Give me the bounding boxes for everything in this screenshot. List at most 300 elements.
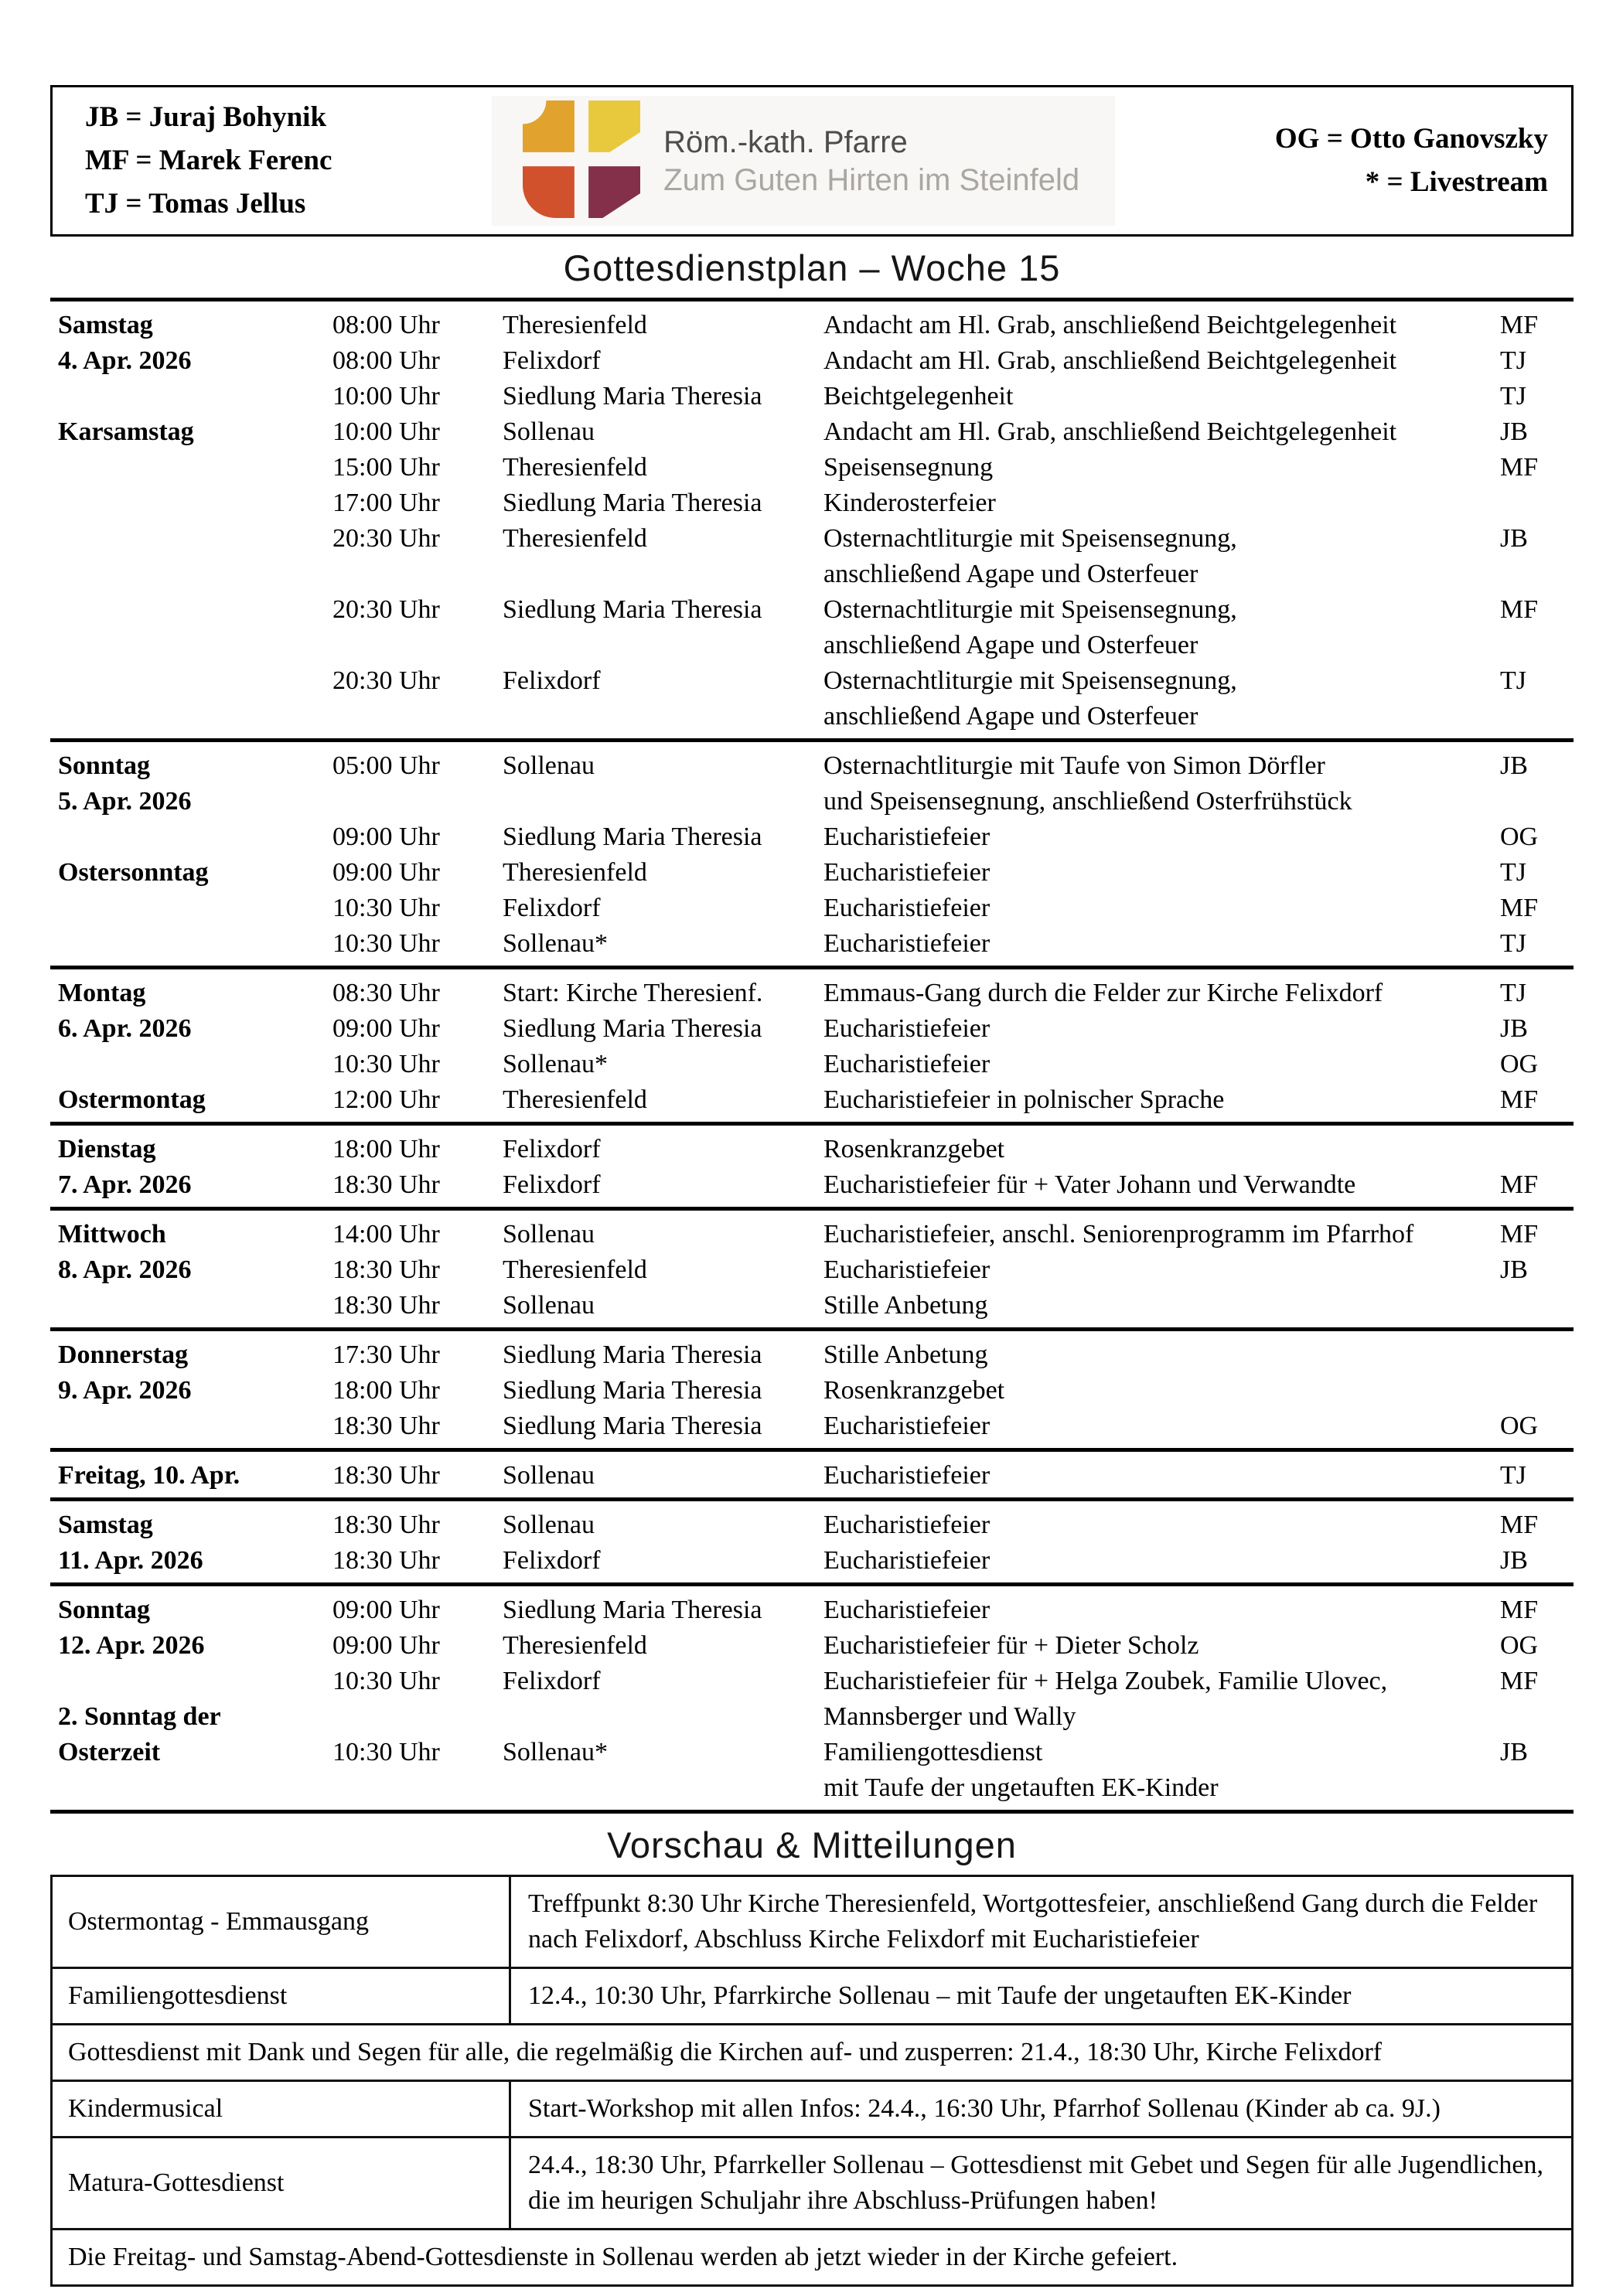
place-cell: Siedlung Maria Theresia — [503, 595, 762, 624]
day-cell — [50, 855, 332, 891]
celebrant-cell: OG — [1500, 1631, 1539, 1660]
day-cell — [50, 1735, 332, 1770]
schedule-row — [50, 521, 1574, 592]
day-cell — [50, 926, 332, 962]
text-line: anschließend Agape und Osterfeuer — [823, 702, 1198, 731]
place-cell: Sollenau — [503, 1511, 595, 1539]
text-line: 6. Apr. 2026 — [58, 1014, 192, 1043]
day-cell — [50, 450, 332, 485]
description-cell — [823, 976, 1500, 1011]
day-cell — [50, 1252, 332, 1288]
place-cell: Felixdorf — [503, 666, 601, 695]
schedule-section — [50, 742, 1574, 966]
day-cell — [50, 1664, 332, 1735]
day-cell — [50, 1288, 332, 1323]
celebrant-cell: MF — [1500, 1667, 1539, 1695]
text-line: 4. Apr. 2026 — [58, 346, 192, 375]
announcement-text: Die Freitag- und Samstag-Abend-Gottesdienste in Sollenau werden ab jetzt wieder in der Kirche gefeiert. — [68, 2243, 1178, 2271]
announcement-text: 24.4., 18:30 Uhr, Pfarrkeller Sollenau – Gottesdienst mit Gebet und Segen für alle Jugendlichen, die im heurigen Schuljahr ihre Abschluss-Prüfungen haben! — [509, 2138, 1571, 2228]
description-cell — [823, 1132, 1500, 1167]
time-cell: 20:30 Uhr — [332, 524, 440, 553]
place-cell: Felixdorf — [503, 894, 601, 922]
text-line: und Speisensegnung, anschließend Osterfrühstück — [823, 787, 1352, 816]
announcement-label: Kindermusical — [68, 2094, 223, 2123]
celebrant-cell: JB — [1500, 1255, 1528, 1284]
day-cell — [50, 414, 332, 450]
celebrant-cell: MF — [1500, 1085, 1539, 1114]
text-line: Eucharistiefeier — [823, 1511, 991, 1539]
schedule-row — [50, 1507, 1574, 1543]
legend-line: * = Livestream — [1365, 166, 1548, 198]
time-cell: 17:30 Uhr — [332, 1340, 440, 1369]
schedule-section — [50, 969, 1574, 1122]
place-cell: Siedlung Maria Theresia — [503, 1014, 762, 1043]
place-cell: Siedlung Maria Theresia — [503, 1376, 762, 1405]
celebrant-cell — [1500, 1337, 1574, 1373]
day-cell — [50, 976, 332, 1011]
announcement-row — [53, 1967, 1571, 2023]
celebrant-cell — [1500, 1132, 1574, 1167]
place-cell: Theresienfeld — [503, 1631, 647, 1660]
text-line: Osterzeit — [58, 1738, 161, 1766]
text-line: 9. Apr. 2026 — [58, 1376, 192, 1405]
text-line: 11. Apr. 2026 — [58, 1546, 203, 1575]
time-cell: 15:00 Uhr — [332, 453, 440, 482]
day-cell — [50, 891, 332, 926]
place-cell: Sollenau* — [503, 1738, 608, 1766]
text-line: Osternachtliturgie mit Taufe von Simon Dörfler — [823, 751, 1325, 780]
celebrant-cell: JB — [1500, 1738, 1528, 1766]
place-cell: Theresienfeld — [503, 1255, 647, 1284]
time-cell: 18:30 Uhr — [332, 1412, 440, 1440]
text-line: Stille Anbetung — [823, 1340, 988, 1369]
time-cell: 14:00 Uhr — [332, 1220, 440, 1248]
schedule-row — [50, 1593, 1574, 1628]
schedule-row — [50, 1132, 1574, 1167]
place-cell: Siedlung Maria Theresia — [503, 1340, 762, 1369]
announcement-row — [53, 2080, 1571, 2136]
celebrant-cell: JB — [1500, 1546, 1528, 1575]
text-line: Kinderosterfeier — [823, 489, 996, 517]
place-cell: Theresienfeld — [503, 453, 647, 482]
description-cell — [823, 521, 1500, 592]
text-line — [58, 592, 332, 628]
place-cell: Theresienfeld — [503, 311, 647, 339]
celebrant-cell — [1500, 1373, 1574, 1409]
schedule-section — [50, 1211, 1574, 1327]
place-cell: Siedlung Maria Theresia — [503, 1596, 762, 1624]
announcement-text: Start-Workshop mit allen Infos: 24.4., 16:30 Uhr, Pfarrhof Sollenau (Kinder ab ca. 9J.) — [509, 2082, 1571, 2136]
section-divider — [50, 1810, 1574, 1814]
time-cell: 18:00 Uhr — [332, 1135, 440, 1163]
place-cell: Felixdorf — [503, 346, 601, 375]
text-line — [58, 1288, 332, 1323]
time-cell: 10:30 Uhr — [332, 1738, 440, 1766]
announcement-row — [53, 2228, 1571, 2284]
time-cell: 18:30 Uhr — [332, 1511, 440, 1539]
celebrant-cell: JB — [1500, 751, 1528, 780]
time-cell: 18:30 Uhr — [332, 1546, 440, 1575]
header-box — [50, 85, 1574, 237]
schedule-table — [50, 298, 1574, 1814]
text-line — [58, 379, 332, 414]
announcement-text: Gottesdienst mit Dank und Segen für alle, die regelmäßig die Kirchen auf- und zusperren: 21.4., 18:30 Uhr, Kirche Felixdorf — [68, 2038, 1383, 2066]
time-cell: 18:00 Uhr — [332, 1376, 440, 1405]
place-cell: Sollenau — [503, 417, 595, 446]
day-cell — [50, 1507, 332, 1543]
description-cell — [823, 1664, 1500, 1735]
celebrant-cell: MF — [1500, 1511, 1539, 1539]
schedule-row — [50, 1373, 1574, 1409]
schedule-row — [50, 1217, 1574, 1252]
schedule-row — [50, 819, 1574, 855]
text-line: Beichtgelegenheit — [823, 382, 1014, 410]
time-cell: 10:00 Uhr — [332, 417, 440, 446]
time-cell: 08:00 Uhr — [332, 346, 440, 375]
description-cell — [823, 308, 1500, 343]
description-cell — [823, 1082, 1500, 1118]
schedule-row — [50, 1735, 1574, 1806]
schedule-row — [50, 343, 1574, 379]
schedule-section — [50, 1126, 1574, 1207]
schedule-row — [50, 1082, 1574, 1118]
text-line — [58, 1409, 332, 1444]
text-line: Donnerstag — [58, 1340, 189, 1369]
text-line: Andacht am Hl. Grab, anschließend Beichtgelegenheit — [823, 311, 1397, 339]
schedule-row — [50, 1664, 1574, 1735]
schedule-section — [50, 301, 1574, 738]
schedule-row — [50, 485, 1574, 521]
description-cell — [823, 1011, 1500, 1047]
announcement-text: 12.4., 10:30 Uhr, Pfarrkirche Sollenau – mit Taufe der ungetauften EK-Kinder — [509, 1969, 1571, 2023]
legend-line: MF = Marek Ferenc — [85, 145, 332, 176]
text-line — [58, 926, 332, 962]
text-line: Eucharistiefeier — [823, 929, 991, 958]
legend-line: OG = Otto Ganovszky — [1274, 123, 1548, 155]
celebrant-cell: JB — [1500, 1014, 1528, 1043]
day-cell — [50, 1628, 332, 1664]
description-cell — [823, 592, 1500, 663]
schedule-row — [50, 748, 1574, 819]
day-cell — [50, 1543, 332, 1579]
text-line: Emmaus-Gang durch die Felder zur Kirche Felixdorf — [823, 979, 1383, 1007]
celebrant-cell — [1500, 485, 1574, 521]
celebrant-cell: MF — [1500, 894, 1539, 922]
text-line: anschließend Agape und Osterfeuer — [823, 631, 1198, 659]
schedule-row — [50, 1458, 1574, 1494]
text-line — [58, 450, 332, 485]
celebrant-cell — [1500, 1288, 1574, 1323]
text-line: Eucharistiefeier — [823, 1014, 991, 1043]
text-line: Sonntag — [58, 1596, 151, 1624]
schedule-row — [50, 450, 1574, 485]
announcement-label: Familiengottesdienst — [68, 1981, 288, 2010]
description-cell — [823, 663, 1500, 734]
description-cell — [823, 855, 1500, 891]
description-cell — [823, 1217, 1500, 1252]
announcement-row — [53, 2136, 1571, 2228]
text-line: Rosenkranzgebet — [823, 1135, 1005, 1163]
time-cell: 10:00 Uhr — [332, 382, 440, 410]
day-cell — [50, 663, 332, 699]
description-cell — [823, 819, 1500, 855]
place-cell: Sollenau — [503, 1220, 595, 1248]
announcement-label: Matura-Gottesdienst — [68, 2168, 285, 2197]
parish-subtitle: Zum Guten Hirten im Steinfeld — [663, 163, 1080, 197]
place-cell: Siedlung Maria Theresia — [503, 1412, 762, 1440]
day-cell — [50, 1082, 332, 1118]
text-line: Osternachtliturgie mit Speisensegnung, — [823, 666, 1237, 695]
celebrant-cell: MF — [1500, 595, 1539, 624]
time-cell: 10:30 Uhr — [332, 894, 440, 922]
text-line: 8. Apr. 2026 — [58, 1255, 192, 1284]
parish-cross-icon — [523, 100, 640, 222]
celebrant-cell: TJ — [1500, 929, 1526, 958]
text-line: Speisensegnung — [823, 453, 994, 482]
text-line: Samstag — [58, 311, 153, 339]
time-cell: 10:30 Uhr — [332, 1667, 440, 1695]
text-line: Andacht am Hl. Grab, anschließend Beichtgelegenheit — [823, 346, 1397, 375]
day-cell — [50, 308, 332, 343]
description-cell — [823, 1373, 1500, 1409]
description-cell — [823, 926, 1500, 962]
time-cell: 12:00 Uhr — [332, 1085, 440, 1114]
schedule-section — [50, 1452, 1574, 1497]
schedule-row — [50, 976, 1574, 1011]
celebrant-legend-left — [53, 96, 332, 226]
celebrant-cell: MF — [1500, 1596, 1539, 1624]
day-cell — [50, 1373, 332, 1409]
schedule-section — [50, 1586, 1574, 1810]
text-line: 7. Apr. 2026 — [58, 1170, 192, 1199]
description-cell — [823, 1628, 1500, 1664]
schedule-row — [50, 308, 1574, 343]
text-line: Sonntag — [58, 751, 151, 780]
celebrant-cell: TJ — [1500, 1461, 1526, 1490]
schedule-row — [50, 1047, 1574, 1082]
text-line: Dienstag — [58, 1135, 156, 1163]
text-line — [58, 1047, 332, 1082]
text-line: Eucharistiefeier — [823, 1255, 991, 1284]
text-line: Osternachtliturgie mit Speisensegnung, — [823, 595, 1237, 624]
celebrant-cell: TJ — [1500, 346, 1526, 375]
time-cell: 20:30 Uhr — [332, 595, 440, 624]
description-cell — [823, 1288, 1500, 1323]
description-cell — [823, 1409, 1500, 1444]
schedule-row — [50, 1252, 1574, 1288]
text-line: Eucharistiefeier — [823, 894, 991, 922]
place-cell: Theresienfeld — [503, 524, 647, 553]
text-line — [58, 485, 332, 521]
text-line: Stille Anbetung — [823, 1291, 988, 1320]
time-cell: 09:00 Uhr — [332, 1596, 440, 1624]
celebrant-cell: OG — [1500, 823, 1539, 851]
place-cell: Felixdorf — [503, 1170, 601, 1199]
day-cell — [50, 485, 332, 521]
celebrant-cell: TJ — [1500, 666, 1526, 695]
time-cell: 08:30 Uhr — [332, 979, 440, 1007]
text-line: Karsamstag — [58, 417, 194, 446]
announcements-table — [50, 1875, 1574, 2287]
time-cell: 05:00 Uhr — [332, 751, 440, 780]
text-line — [58, 663, 332, 699]
place-cell: Theresienfeld — [503, 1085, 647, 1114]
day-cell — [50, 1217, 332, 1252]
text-line: Eucharistiefeier — [823, 1546, 991, 1575]
legend-line: TJ = Tomas Jellus — [85, 188, 306, 220]
place-cell: Sollenau* — [503, 1050, 608, 1078]
text-line: 2. Sonntag der — [58, 1702, 221, 1731]
place-cell: Sollenau — [503, 751, 595, 780]
description-cell — [823, 1507, 1500, 1543]
text-line: Freitag, 10. Apr. — [58, 1461, 240, 1490]
text-line: 12. Apr. 2026 — [58, 1631, 205, 1660]
day-cell — [50, 1167, 332, 1203]
celebrant-cell: TJ — [1500, 858, 1526, 887]
place-cell: Felixdorf — [503, 1546, 601, 1575]
description-cell — [823, 1593, 1500, 1628]
document-title: Gottesdienstplan – Woche 15 — [563, 247, 1061, 288]
place-cell: Sollenau — [503, 1461, 595, 1490]
place-cell: Start: Kirche Theresienf. — [503, 979, 763, 1007]
day-cell — [50, 819, 332, 855]
schedule-row — [50, 414, 1574, 450]
place-cell: Felixdorf — [503, 1135, 601, 1163]
text-line: Eucharistiefeier für + Vater Johann und Verwandte — [823, 1170, 1356, 1199]
time-cell: 10:30 Uhr — [332, 929, 440, 958]
time-cell: 18:30 Uhr — [332, 1291, 440, 1320]
time-cell: 18:30 Uhr — [332, 1461, 440, 1490]
schedule-row — [50, 663, 1574, 734]
time-cell: 09:00 Uhr — [332, 858, 440, 887]
place-cell: Sollenau* — [503, 929, 608, 958]
description-cell — [823, 379, 1500, 414]
celebrant-cell: MF — [1500, 311, 1539, 339]
description-cell — [823, 1543, 1500, 1579]
place-cell: Siedlung Maria Theresia — [503, 489, 762, 517]
description-cell — [823, 450, 1500, 485]
time-cell: 09:00 Uhr — [332, 1014, 440, 1043]
text-line — [58, 819, 332, 855]
text-line: Eucharistiefeier — [823, 858, 991, 887]
day-cell — [50, 521, 332, 557]
description-cell — [823, 1458, 1500, 1494]
text-line: Mannsberger und Wally — [823, 1702, 1076, 1731]
text-line: mit Taufe der ungetauften EK-Kinder — [823, 1773, 1219, 1802]
schedule-row — [50, 926, 1574, 962]
announcements-title: Vorschau & Mitteilungen — [607, 1824, 1017, 1865]
day-cell — [50, 1337, 332, 1373]
description-cell — [823, 1252, 1500, 1288]
day-cell — [50, 1593, 332, 1628]
place-cell: Siedlung Maria Theresia — [503, 823, 762, 851]
text-line: Ostersonntag — [58, 858, 209, 887]
celebrant-cell: OG — [1500, 1412, 1539, 1440]
celebrant-cell: OG — [1500, 1050, 1539, 1078]
description-cell — [823, 891, 1500, 926]
time-cell: 09:00 Uhr — [332, 823, 440, 851]
day-cell — [50, 1132, 332, 1167]
celebrant-cell: MF — [1500, 1170, 1539, 1199]
description-cell — [823, 414, 1500, 450]
place-cell: Felixdorf — [503, 1667, 601, 1695]
parish-name: Röm.-kath. Pfarre — [663, 125, 908, 159]
text-line: Eucharistiefeier — [823, 823, 991, 851]
text-line: Eucharistiefeier, anschl. Seniorenprogramm im Pfarrhof — [823, 1220, 1414, 1248]
announcement-label: Ostermontag - Emmausgang — [68, 1907, 370, 1936]
schedule-row — [50, 1337, 1574, 1373]
time-cell: 17:00 Uhr — [332, 489, 440, 517]
celebrant-cell: JB — [1500, 417, 1528, 446]
description-cell — [823, 1337, 1500, 1373]
time-cell: 18:30 Uhr — [332, 1170, 440, 1199]
text-line: Montag — [58, 979, 146, 1007]
text-line: Samstag — [58, 1511, 153, 1539]
description-cell — [823, 1167, 1500, 1203]
schedule-row — [50, 1409, 1574, 1444]
schedule-row — [50, 1167, 1574, 1203]
text-line: Osternachtliturgie mit Speisensegnung, — [823, 524, 1237, 553]
content — [50, 85, 1574, 2287]
day-cell — [50, 1047, 332, 1082]
time-cell: 08:00 Uhr — [332, 311, 440, 339]
time-cell: 10:30 Uhr — [332, 1050, 440, 1078]
text-line: Eucharistiefeier — [823, 1461, 991, 1490]
announcement-row — [53, 2023, 1571, 2080]
place-cell: Siedlung Maria Theresia — [503, 382, 762, 410]
parish-logo-text — [663, 123, 1079, 199]
schedule-row — [50, 1543, 1574, 1579]
day-cell — [50, 592, 332, 628]
schedule-section — [50, 1501, 1574, 1582]
text-line: Rosenkranzgebet — [823, 1376, 1005, 1405]
celebrant-cell: JB — [1500, 524, 1528, 553]
text-line — [58, 1664, 332, 1699]
time-cell: 20:30 Uhr — [332, 666, 440, 695]
celebrant-cell: MF — [1500, 453, 1539, 482]
text-line: Eucharistiefeier — [823, 1050, 991, 1078]
day-cell — [50, 1011, 332, 1047]
text-line: Familiengottesdienst — [823, 1738, 1043, 1766]
celebrant-cell: TJ — [1500, 979, 1526, 1007]
day-cell — [50, 748, 332, 819]
time-cell: 18:30 Uhr — [332, 1255, 440, 1284]
place-cell: Sollenau — [503, 1291, 595, 1320]
text-line — [58, 891, 332, 926]
time-cell: 09:00 Uhr — [332, 1631, 440, 1660]
parish-logo — [492, 96, 1115, 226]
text-line: Eucharistiefeier — [823, 1412, 991, 1440]
announcement-row — [53, 1877, 1571, 1967]
description-cell — [823, 1735, 1500, 1806]
schedule-row — [50, 379, 1574, 414]
description-cell — [823, 748, 1500, 819]
text-line: Eucharistiefeier für + Helga Zoubek, Familie Ulovec, — [823, 1667, 1388, 1695]
description-cell — [823, 343, 1500, 379]
place-cell: Theresienfeld — [503, 858, 647, 887]
schedule-row — [50, 1288, 1574, 1323]
celebrant-legend-right — [1275, 118, 1571, 204]
schedule-section — [50, 1331, 1574, 1448]
day-cell — [50, 379, 332, 414]
text-line: Mittwoch — [58, 1220, 166, 1248]
description-cell — [823, 1047, 1500, 1082]
text-line: Andacht am Hl. Grab, anschließend Beichtgelegenheit — [823, 417, 1397, 446]
day-cell — [50, 1458, 332, 1494]
schedule-row — [50, 855, 1574, 891]
text-line: Eucharistiefeier für + Dieter Scholz — [823, 1631, 1199, 1660]
text-line: 5. Apr. 2026 — [58, 787, 192, 816]
